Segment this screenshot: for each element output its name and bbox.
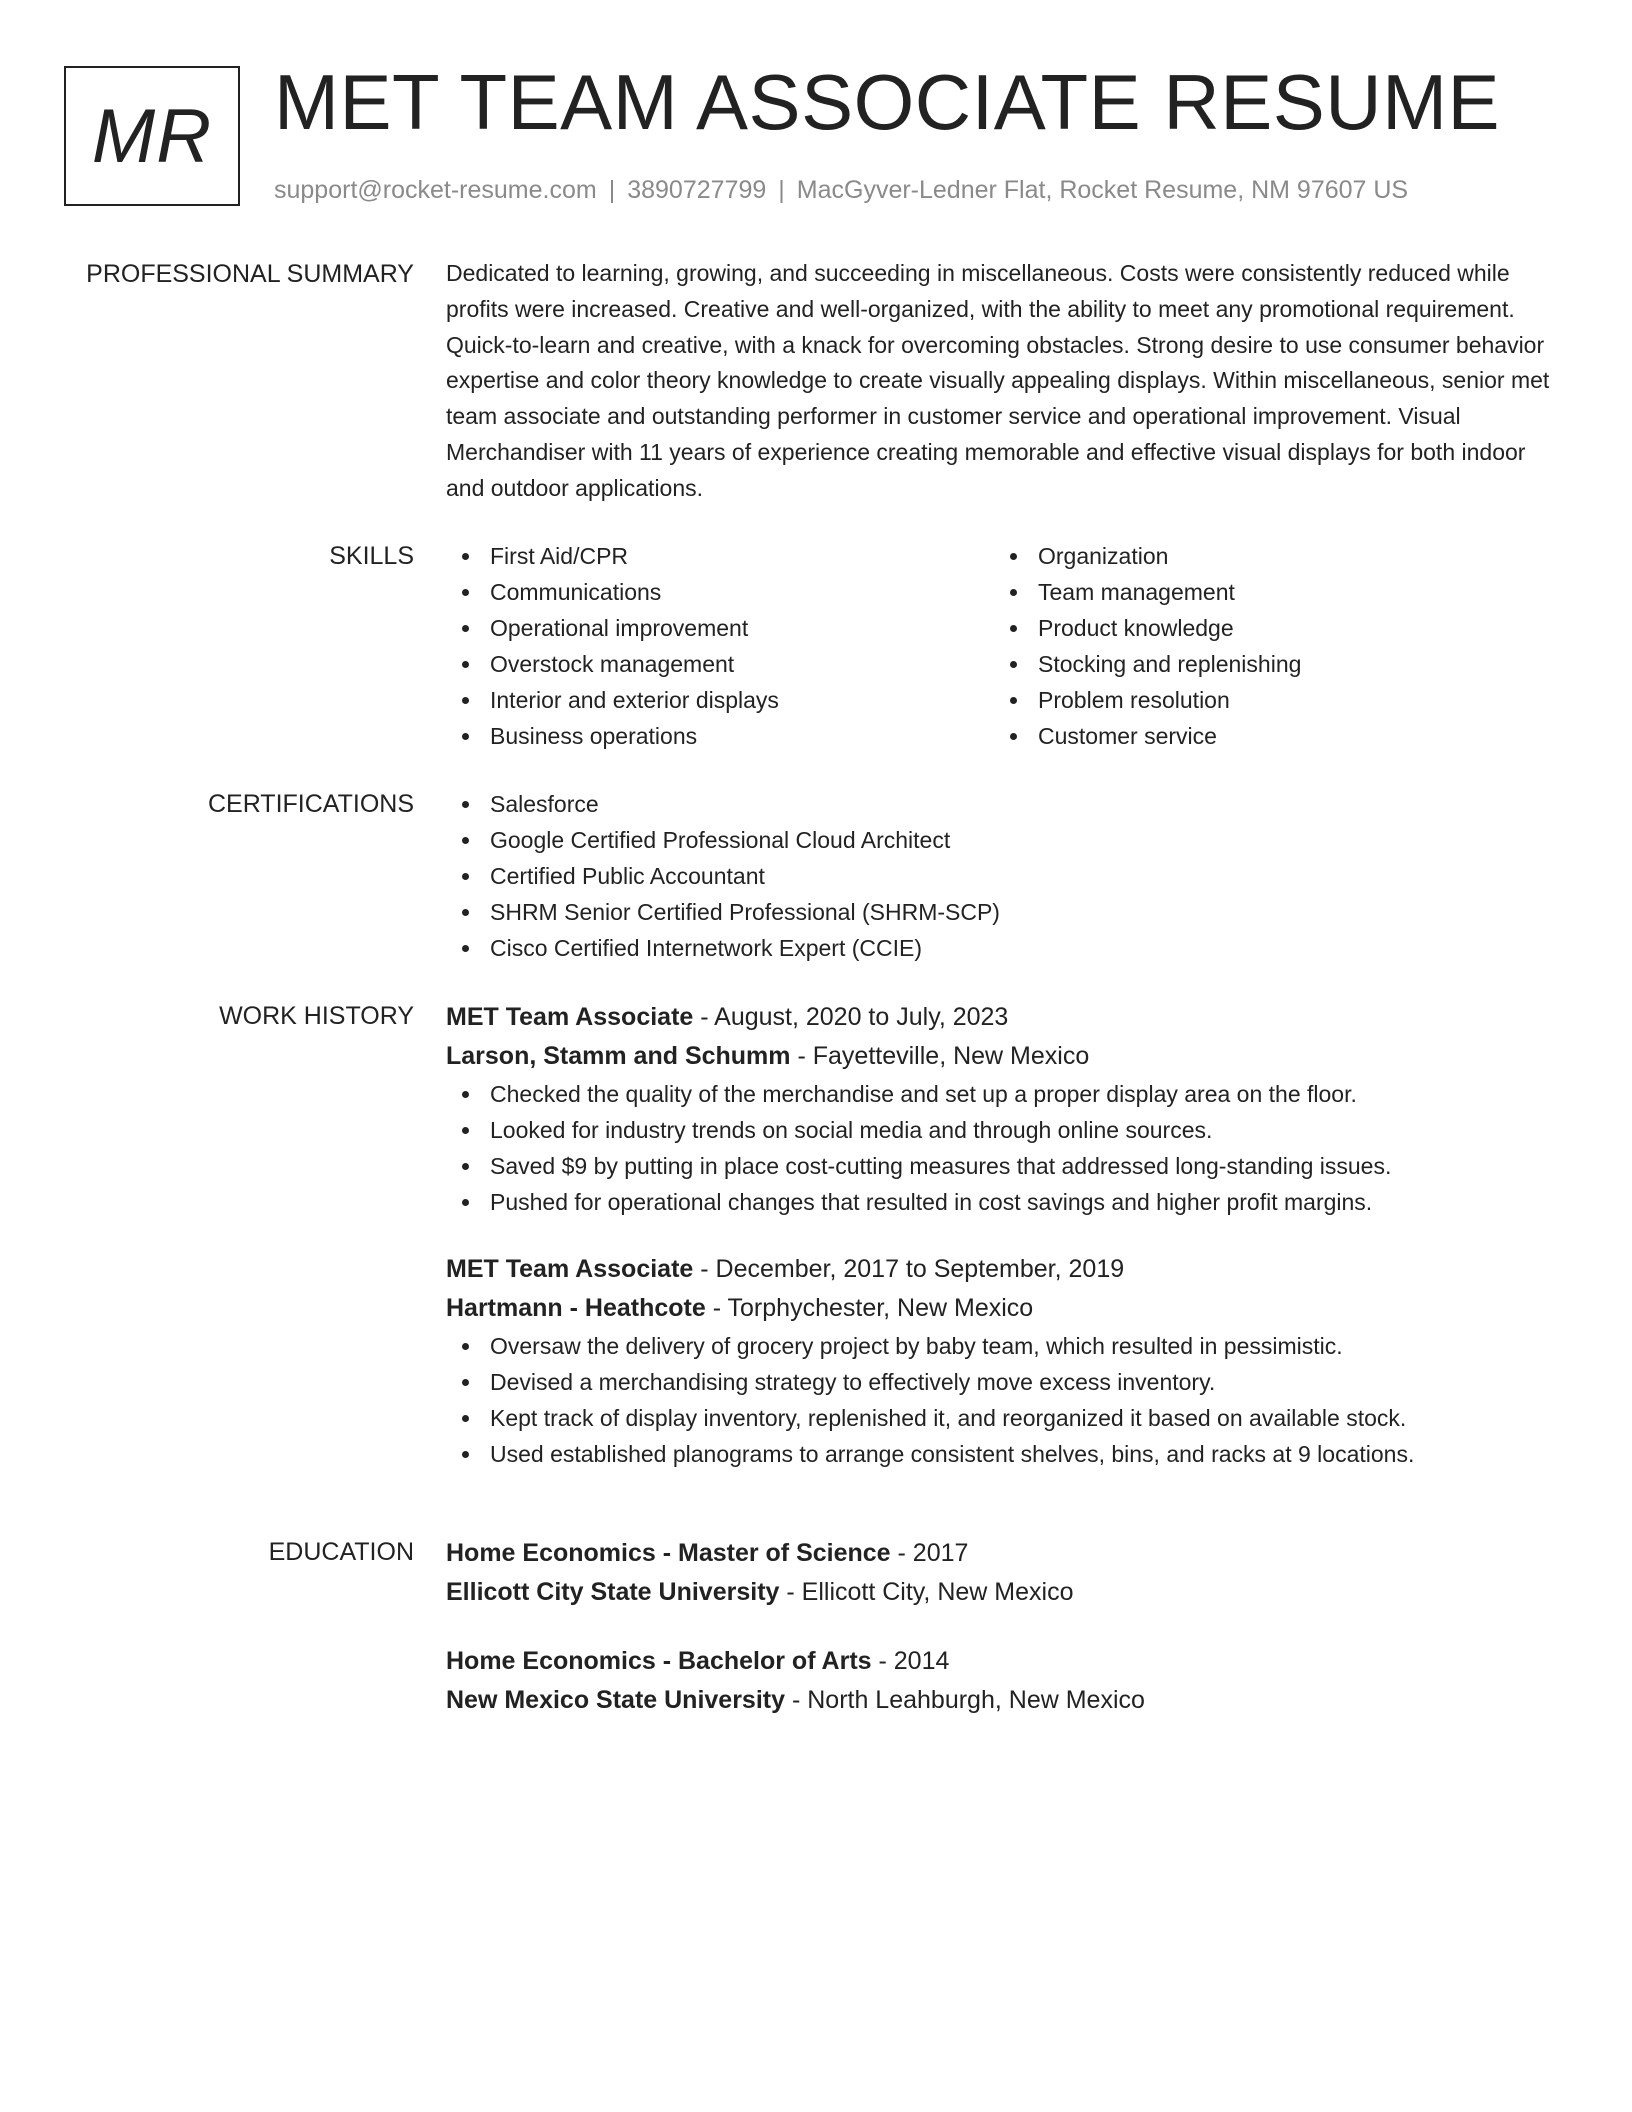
- contact-separator: |: [778, 176, 785, 204]
- job-dates: - August, 2020 to July, 2023: [693, 1003, 1009, 1031]
- job-duty: Devised a merchandising strategy to effectively move excess inventory.: [446, 1364, 1566, 1400]
- job-title: MET Team Associate: [446, 1003, 694, 1031]
- skill-item: Problem resolution: [994, 682, 1542, 718]
- skill-item: Communications: [446, 574, 994, 610]
- job-duty: Checked the quality of the merchandise and set up a proper display area on the floor.: [446, 1076, 1566, 1112]
- job-duties-list: [446, 1328, 1566, 1472]
- section-label-work: WORK HISTORY: [219, 1002, 414, 1030]
- monogram-initials: MR: [91, 93, 213, 179]
- education-school-line: [446, 1573, 1566, 1612]
- job-dates: - December, 2017 to September, 2019: [693, 1255, 1125, 1283]
- job-duty: Pushed for operational changes that resulted in cost savings and higher profit margins.: [446, 1184, 1566, 1220]
- job-entry: [446, 1250, 1566, 1472]
- resume-title: MET TEAM ASSOCIATE RESUME: [274, 58, 1501, 146]
- education-entry: [446, 1534, 1566, 1612]
- job-duty: Kept track of display inventory, replenished it, and reorganized it based on available stock.: [446, 1400, 1566, 1436]
- education-degree-line: [446, 1642, 1566, 1681]
- job-duties-list: [446, 1076, 1566, 1220]
- education-school: Ellicott City State University: [446, 1578, 780, 1606]
- certification-item: Google Certified Professional Cloud Architect: [446, 822, 1566, 858]
- skill-item: Stocking and replenishing: [994, 646, 1542, 682]
- monogram-logo: [64, 66, 240, 206]
- education-entry: [446, 1642, 1566, 1720]
- contact-address: MacGyver-Ledner Flat, Rocket Resume, NM 97607 US: [796, 176, 1409, 204]
- job-duty: Oversaw the delivery of grocery project by baby team, which resulted in pessimistic.: [446, 1328, 1566, 1364]
- skill-item: Organization: [994, 538, 1542, 574]
- education-year: - 2017: [890, 1539, 969, 1567]
- certifications-body: [446, 786, 1566, 966]
- contact-phone: 3890727799: [627, 176, 767, 204]
- job-location: - Torphychester, New Mexico: [705, 1294, 1034, 1322]
- skills-list-left: [446, 538, 994, 754]
- certification-item: Certified Public Accountant: [446, 858, 1566, 894]
- job-company-line: [446, 1037, 1566, 1076]
- education-degree: Home Economics - Bachelor of Arts: [446, 1647, 872, 1675]
- job-duty: Used established planograms to arrange consistent shelves, bins, and racks at 9 locations.: [446, 1436, 1566, 1472]
- skill-item: Interior and exterior displays: [446, 682, 994, 718]
- education-body: [446, 1534, 1566, 1750]
- education-location: - Ellicott City, New Mexico: [779, 1578, 1074, 1606]
- job-title: MET Team Associate: [446, 1255, 694, 1283]
- job-duty: Saved $9 by putting in place cost-cutting measures that addressed long-standing issues.: [446, 1148, 1566, 1184]
- skill-item: Customer service: [994, 718, 1542, 754]
- certification-item: Cisco Certified Internetwork Expert (CCIE): [446, 930, 1566, 966]
- work-history-body: [446, 998, 1566, 1502]
- education-location: - North Leahburgh, New Mexico: [785, 1686, 1145, 1714]
- skill-item: Overstock management: [446, 646, 994, 682]
- skills-list-right: [994, 538, 1542, 754]
- skill-item: Business operations: [446, 718, 994, 754]
- job-title-line: [446, 998, 1566, 1037]
- job-entry: [446, 998, 1566, 1220]
- section-label-summary: PROFESSIONAL SUMMARY: [86, 260, 414, 288]
- section-label-education: EDUCATION: [268, 1538, 414, 1566]
- skill-item: Team management: [994, 574, 1542, 610]
- education-degree: Home Economics - Master of Science: [446, 1539, 891, 1567]
- skill-item: Operational improvement: [446, 610, 994, 646]
- contact-separator: |: [608, 176, 616, 204]
- skills-body: [446, 538, 1566, 754]
- contact-email: support@rocket-resume.com: [274, 176, 597, 204]
- section-label-skills: SKILLS: [329, 542, 414, 570]
- certification-item: SHRM Senior Certified Professional (SHRM-SCP): [446, 894, 1566, 930]
- job-company: Larson, Stamm and Schumm: [446, 1042, 791, 1070]
- certification-item: Salesforce: [446, 786, 1566, 822]
- summary-body: [446, 256, 1566, 507]
- summary-text: Dedicated to learning, growing, and succeeding in miscellaneous. Costs were consistently reduced while profits were increased. Creative and well-organized, with the ability to meet any promotional requirement. Quick-to-learn and creative, with a knack for overcoming obstacles. Strong desire to use consumer behavior expertise and color theory knowledge to create visually appealing displays. Within miscellaneous, senior met team associate and outstanding performer in customer service and operational improvement. Visual Merchandiser with 11 years of experience creating memorable and effective visual displays for both indoor and outdoor applications.: [446, 260, 1550, 501]
- section-label-certifications: CERTIFICATIONS: [207, 790, 414, 818]
- certifications-list: [446, 786, 1566, 966]
- contact-line: [274, 172, 1408, 208]
- education-degree-line: [446, 1534, 1566, 1573]
- job-location: - Fayetteville, New Mexico: [790, 1042, 1090, 1070]
- skill-item: First Aid/CPR: [446, 538, 994, 574]
- skill-item: Product knowledge: [994, 610, 1542, 646]
- education-school: New Mexico State University: [446, 1686, 786, 1714]
- education-year: - 2014: [871, 1647, 950, 1675]
- job-duty: Looked for industry trends on social media and through online sources.: [446, 1112, 1566, 1148]
- job-company: Hartmann - Heathcote: [446, 1294, 706, 1322]
- education-school-line: [446, 1681, 1566, 1720]
- job-company-line: [446, 1289, 1566, 1328]
- job-title-line: [446, 1250, 1566, 1289]
